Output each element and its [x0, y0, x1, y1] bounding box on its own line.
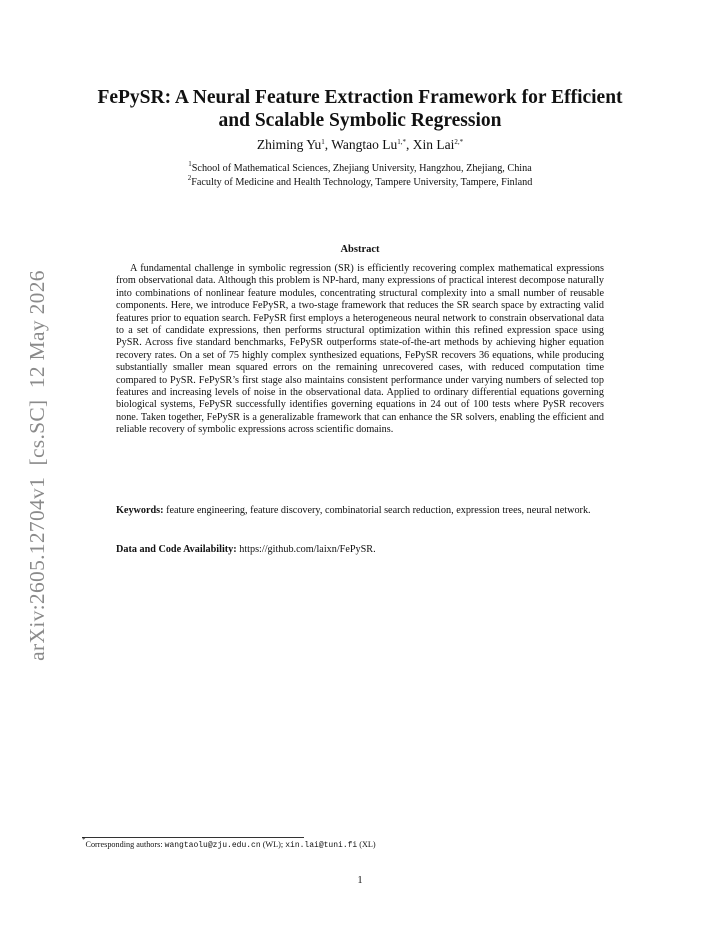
affiliation-text: Faculty of Medicine and Health Technology, Tampere University, Tampere, Finland — [191, 177, 533, 188]
author-name: Wangtao Lu — [331, 137, 398, 152]
corresponding-author-footnote — [82, 836, 622, 851]
author-name: Zhiming Yu — [256, 137, 322, 152]
footnote-tag-xl: (XL) — [357, 840, 376, 849]
affiliation-text: School of Mathematical Sciences, Zhejiang University, Hangzhou, Zhejiang, China — [191, 163, 532, 174]
author-separator: , — [324, 137, 332, 152]
affiliation-mark: 1 — [188, 160, 192, 168]
email-link-wl[interactable]: wangtaolu@zju.edu.cn — [164, 841, 261, 850]
footnote-prefix: Corresponding authors: — [85, 840, 165, 849]
keywords-section — [116, 505, 604, 517]
author-affiliation-mark: 1 — [321, 138, 325, 146]
data-availability-section — [116, 544, 604, 556]
availability-label: Data and Code Availability: — [116, 544, 237, 555]
affiliation-2 — [80, 174, 640, 188]
author-affiliation-mark: 2,* — [454, 138, 464, 146]
keywords-text: feature engineering, feature discovery, combinatorial search reduction, expression trees, neural network. — [166, 505, 591, 516]
paper-title: FePySR: A Neural Feature Extraction Framework for Efficient and Scalable Symbolic Regression — [97, 87, 623, 131]
keywords-label: Keywords: — [116, 505, 164, 516]
affiliation-mark: 2 — [187, 174, 192, 182]
footnote-tag-wl: (WL); — [260, 840, 286, 849]
footnote-divider — [82, 837, 304, 838]
availability-link[interactable]: https://github.com/laixn/FePySR. — [239, 544, 376, 555]
arxiv-sidebar-stamp — [22, 255, 52, 675]
author-list — [80, 137, 640, 153]
email-link-xl[interactable]: xin.lai@tuni.fi — [285, 841, 358, 850]
author-affiliation-mark: 1,* — [397, 138, 407, 146]
footnote-mark: * — [82, 836, 86, 844]
affiliation-1 — [80, 160, 640, 174]
abstract-heading: Abstract — [340, 244, 380, 255]
arxiv-identifier[interactable]: arXiv:2605.12704v1 [cs.SC] 12 May 2026 — [24, 269, 49, 661]
author-separator: , — [406, 137, 413, 152]
abstract-body: A fundamental challenge in symbolic regression (SR) is efficiently recovering complex mathematical expressions from observational data. Although this problem is NP-hard, many expressions of practical interest decompose naturally into combinations of nonlinear feature modules, concentrating structural complexity into a small number of reusable components. Here, we introduce FePySR, a two-stage framework that reduces the SR search space by extracting valid features prior to equation search. FePySR first employs a heterogeneous neural network to constrain observational data to a set of candidate expressions, then performs structural optimization within this refined expression space using PySR. Across five standard benchmarks, FePySR outperforms state-of-the-art methods by achieving higher equation recovery rates. On a set of 75 highly complex synthesized equations, FePySR recovers 36 equations, while producing substantially smaller mean squared errors on the remaining unrecovered cases, with reduced computation time compared to PySR. FePySR’s first stage also maintains consistent performance under varying numbers of selected top features and increasing levels of noise in the observational data. Applied to ordinary differential equations governing biological systems, FePySR successfully identifies governing equations in 24 out of 100 tests where PySR recovers none. Taken together, FePySR is a generalizable framework that can enhance the SR solvers, enabling the efficient and reliable recovery of symbolic expressions across scientific domains. — [116, 263, 604, 436]
page-number: 1 — [357, 875, 363, 886]
author-name: Xin Lai — [412, 137, 455, 152]
